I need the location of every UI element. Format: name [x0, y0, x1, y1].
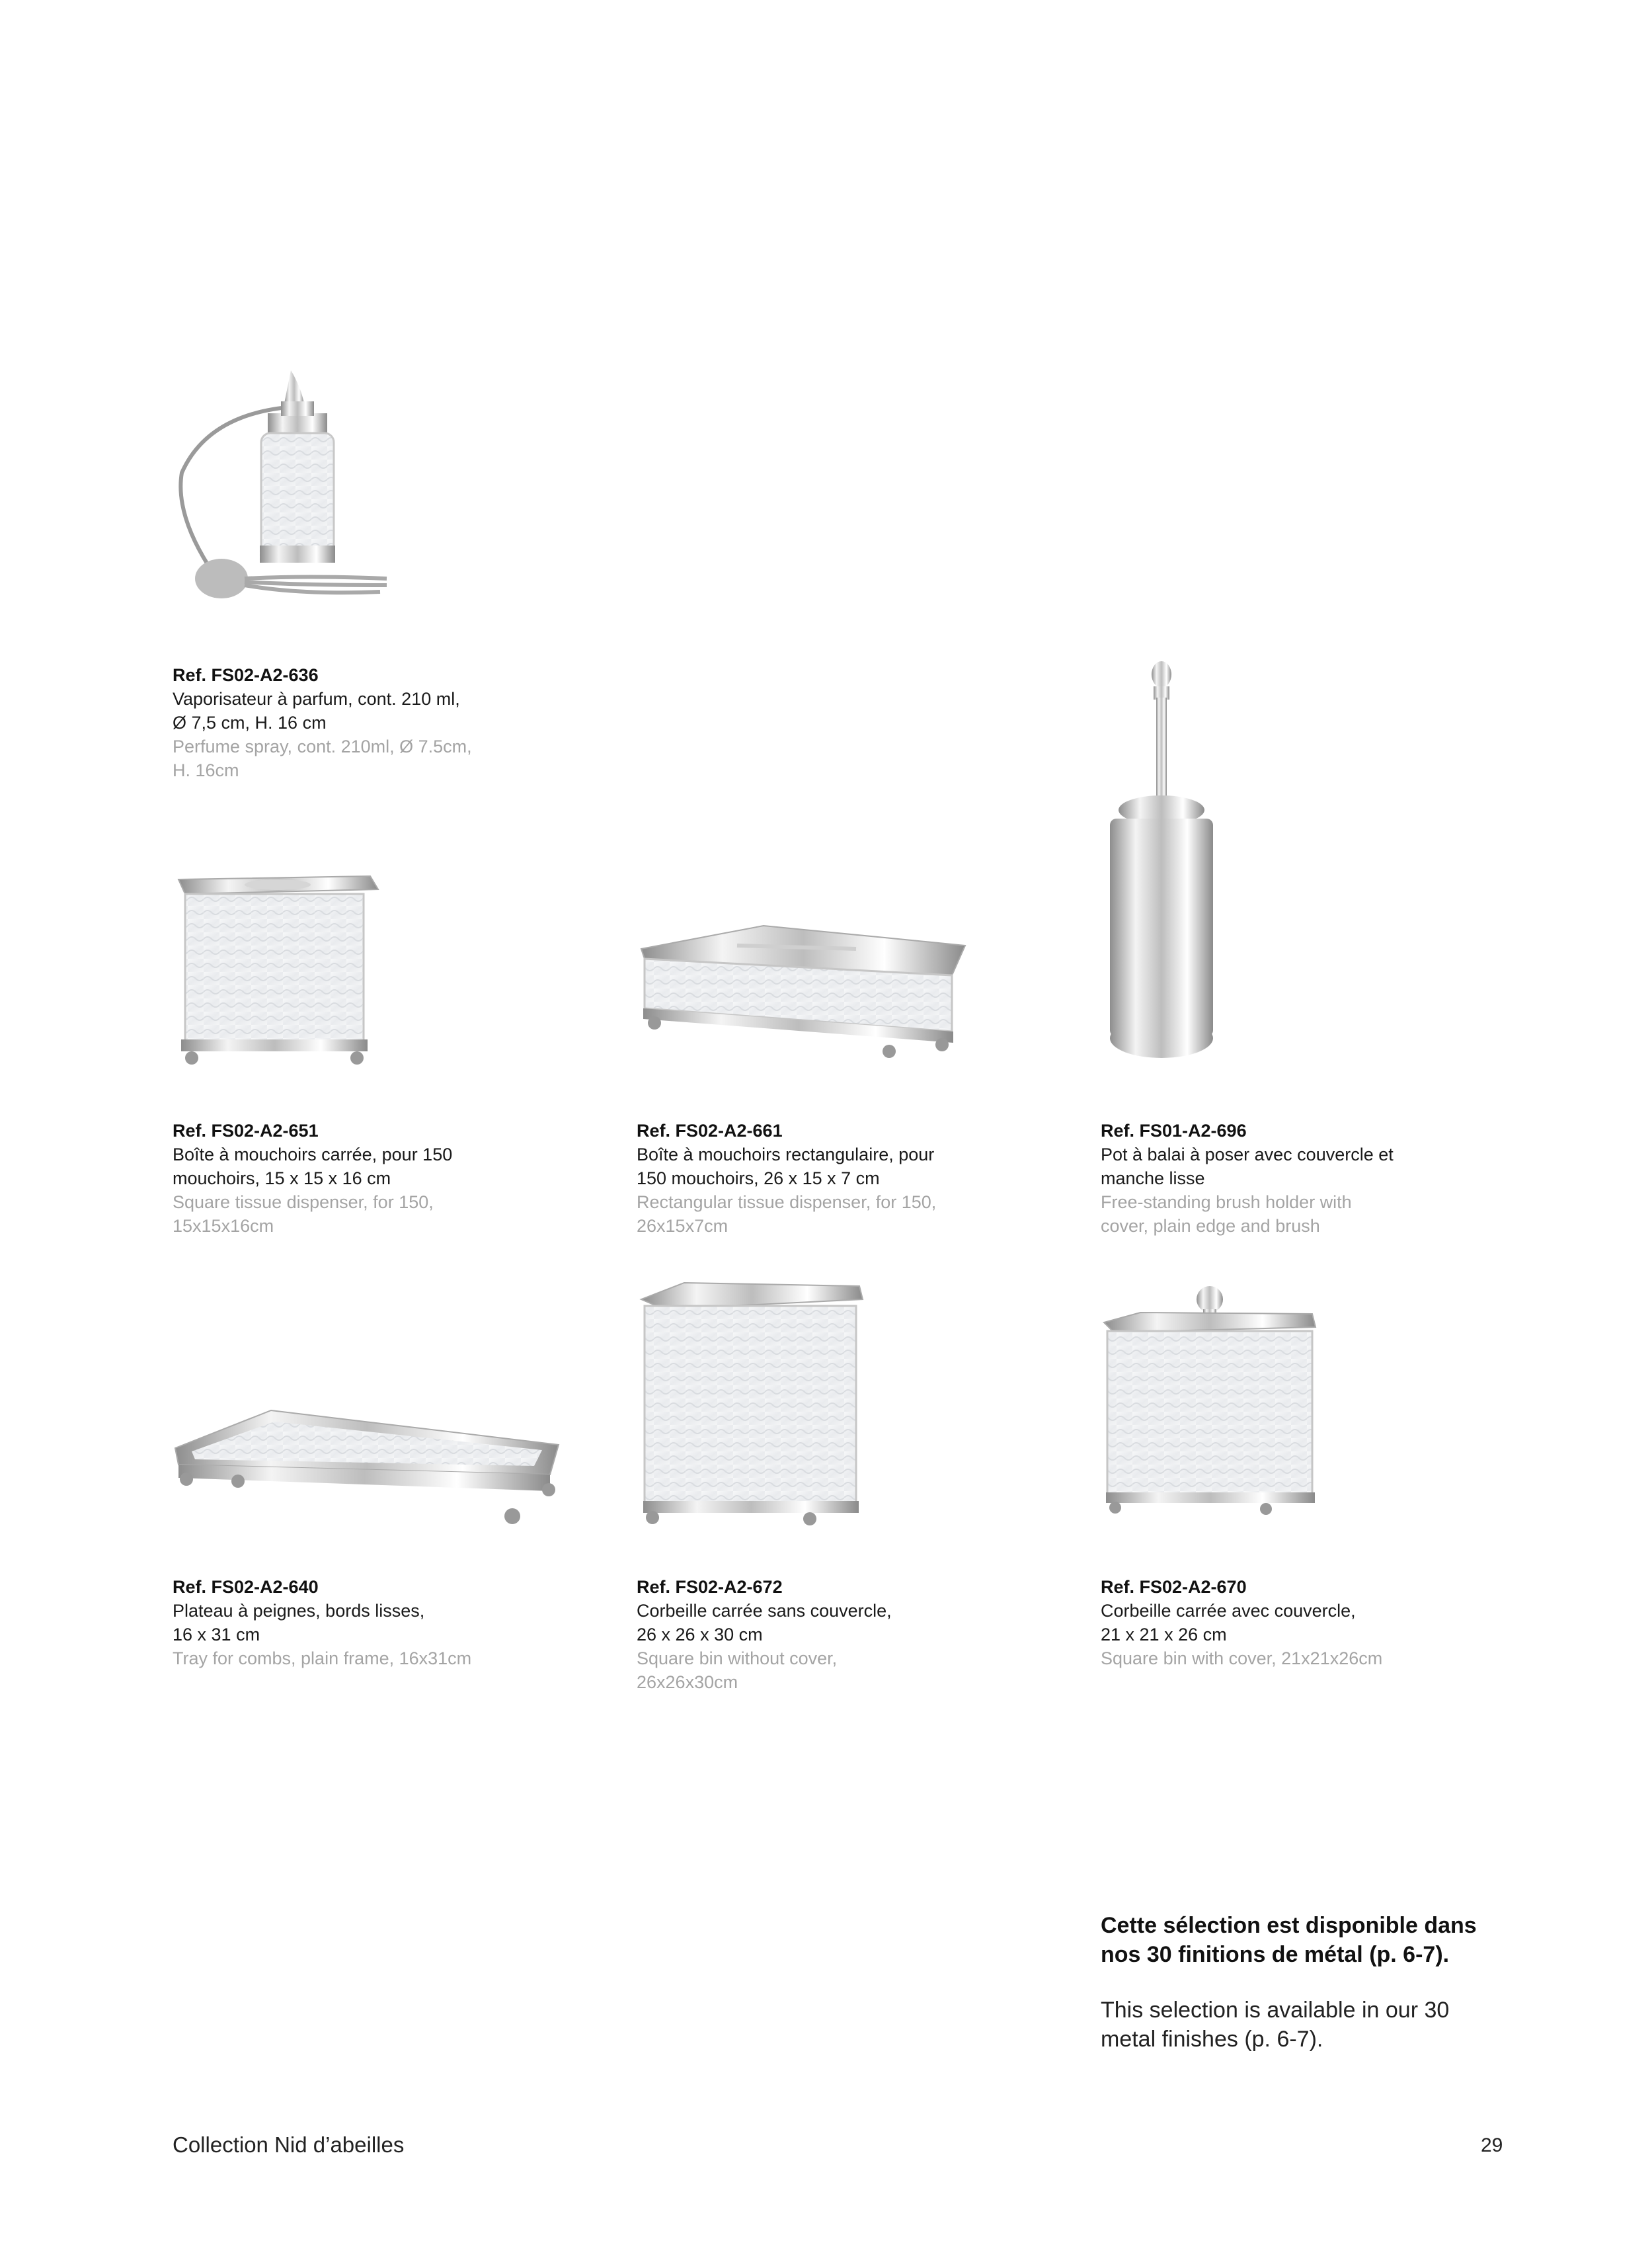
product-desc-en: cover, plain edge and brush: [1101, 1216, 1320, 1236]
product-desc-fr: mouchoirs, 15 x 15 x 16 cm: [173, 1168, 391, 1188]
square-bin-image: [638, 1279, 869, 1527]
product-desc-en: 15x15x16cm: [173, 1216, 274, 1236]
product-caption: [1101, 1575, 1471, 1670]
note-en-line: This selection is available in our 30: [1101, 1998, 1450, 2023]
toilet-brush-holder-image: [1101, 661, 1223, 1061]
product-desc-en: Square bin with cover, 21x21x26cm: [1101, 1648, 1383, 1668]
product-desc-en: Rectangular tissue dispenser, for 150,: [637, 1192, 937, 1212]
product-ref: Ref. FS02-A2-640: [173, 1577, 319, 1597]
square-tissue-box-image: [172, 866, 383, 1071]
product-desc-en: Perfume spray, cont. 210ml, Ø 7.5cm,: [173, 737, 472, 756]
product-desc-fr: Boîte à mouchoirs carrée, pour 150: [173, 1145, 453, 1164]
product-caption: [173, 1575, 543, 1670]
product-desc-fr: Ø 7,5 cm, H. 16 cm: [173, 713, 327, 733]
product-desc-en: Square tissue dispenser, for 150,: [173, 1192, 434, 1212]
product-caption: [637, 1119, 1007, 1238]
comb-tray-image: [172, 1405, 562, 1527]
product-desc-fr: 150 mouchoirs, 26 x 15 x 7 cm: [637, 1168, 880, 1188]
product-desc-en: Tray for combs, plain frame, 16x31cm: [173, 1648, 472, 1668]
product-caption: [173, 663, 543, 782]
square-bin-cover-image: [1101, 1279, 1319, 1521]
note-fr: [1101, 1911, 1577, 1969]
product-caption: [1101, 1119, 1471, 1238]
product-desc-en: H. 16cm: [173, 760, 239, 780]
footer-collection: Collection Nid d’abeilles: [173, 2132, 405, 2157]
product-desc-fr: Plateau à peignes, bords lisses,: [173, 1601, 425, 1621]
product-caption: [637, 1575, 1007, 1694]
availability-note: [1101, 1911, 1577, 2054]
product-desc-fr: Corbeille carrée sans couvercle,: [637, 1601, 892, 1621]
note-fr-line: Cette sélection est disponible dans: [1101, 1913, 1477, 1938]
note-en: [1101, 1996, 1577, 2054]
product-desc-fr: Pot à balai à poser avec couvercle et: [1101, 1145, 1394, 1164]
note-en-line: metal finishes (p. 6-7).: [1101, 2027, 1323, 2052]
page-number: 29: [1481, 2134, 1503, 2156]
product-ref: Ref. FS02-A2-672: [637, 1577, 783, 1597]
rectangular-tissue-box-image: [638, 922, 972, 1071]
product-desc-fr: Corbeille carrée avec couvercle,: [1101, 1601, 1356, 1621]
product-caption: [173, 1119, 543, 1238]
product-ref: Ref. FS02-A2-636: [173, 665, 319, 685]
product-desc-en: 26x15x7cm: [637, 1216, 728, 1236]
product-desc-fr: manche lisse: [1101, 1168, 1205, 1188]
product-desc-fr: 16 x 31 cm: [173, 1625, 260, 1644]
product-desc-fr: Vaporisateur à parfum, cont. 210 ml,: [173, 689, 460, 709]
product-ref: Ref. FS02-A2-670: [1101, 1577, 1247, 1597]
product-desc-en: Square bin without cover,: [637, 1648, 838, 1668]
product-desc-fr: Boîte à mouchoirs rectangulaire, pour: [637, 1145, 935, 1164]
product-ref: Ref. FS02-A2-651: [173, 1121, 319, 1141]
perfume-spray-image: [169, 367, 393, 618]
product-desc-en: Free-standing brush holder with: [1101, 1192, 1352, 1212]
note-fr-line: nos 30 finitions de métal (p. 6-7).: [1101, 1942, 1450, 1967]
product-desc-fr: 21 x 21 x 26 cm: [1101, 1625, 1227, 1644]
product-ref: Ref. FS02-A2-661: [637, 1121, 783, 1141]
product-ref: Ref. FS01-A2-696: [1101, 1121, 1247, 1141]
product-desc-en: 26x26x30cm: [637, 1672, 738, 1692]
product-desc-fr: 26 x 26 x 30 cm: [637, 1625, 763, 1644]
